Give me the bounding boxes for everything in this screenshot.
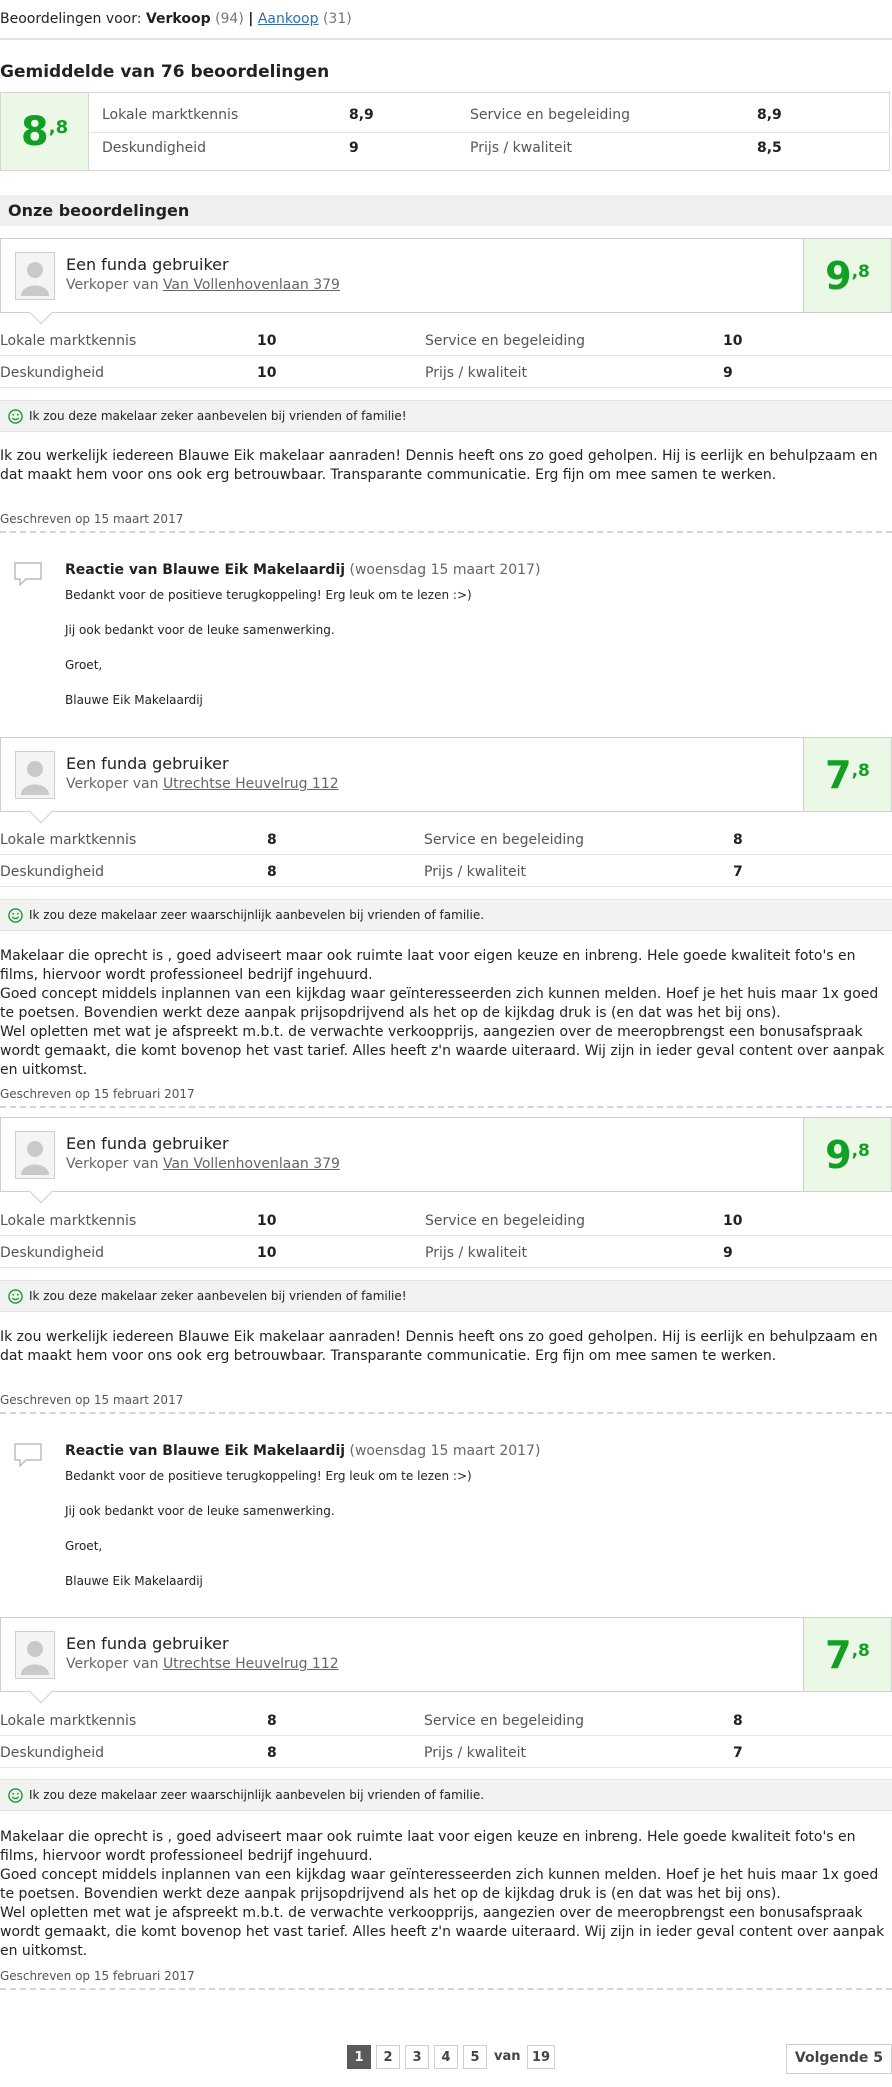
reaction-line: Blauwe Eik Makelaardij <box>65 693 203 707</box>
seller-line <box>66 1156 340 1172</box>
reaction-line: Bedankt voor de positieve terugkoppeling! Erg leuk om te lezen :>) <box>65 588 472 602</box>
page-button-4[interactable]: 4 <box>434 2045 458 2069</box>
reaction-date: (woensdag 15 maart 2017) <box>349 562 541 578</box>
avg-value: 9 <box>349 140 359 156</box>
written-date: Geschreven op 15 maart 2017 <box>0 1386 892 1414</box>
score-value: 8 <box>733 832 743 848</box>
seller-line <box>66 1656 339 1672</box>
review-paragraph: Makelaar die oprecht is , goed adviseert maar ook ruimte laat voor eigen keuze en inbreng. Hele goede kwaliteit foto's en films, hiervoor wordt professioneel bedrijf ingehuurd. <box>0 1829 856 1864</box>
score-value: 10 <box>723 333 743 349</box>
score-value: 8 <box>267 864 277 880</box>
review-paragraph: Goed concept middels inplannen van een kijkdag waar geïnteresseerden zich kunnen melden. Hoef je het huis maar 1x goed te poetsen. Bovendien werkt deze aanpak prijsopdrijvend als het op de kijkdag druk is (en dat was het bij ons). <box>0 986 879 1021</box>
filter-purchase-link[interactable]: Aankoop <box>257 11 319 27</box>
reaction-line: Blauwe Eik Makelaardij <box>65 1574 203 1588</box>
score-frac: ,8 <box>851 760 870 781</box>
written-date: Geschreven op 15 februari 2017 <box>0 1080 892 1108</box>
smiley-icon <box>8 409 23 424</box>
score-main: 9 <box>825 253 852 298</box>
score-label: Deskundigheid <box>0 365 105 381</box>
reaction-line: Bedankt voor de positieve terugkoppeling! Erg leuk om te lezen :>) <box>65 1469 472 1483</box>
avatar <box>15 1131 55 1179</box>
avg-label: Prijs / kwaliteit <box>470 140 573 156</box>
review-paragraph: Wel opletten met wat je afspreekt m.b.t. de verwachte verkoopprijs, aangezien over de meeropbrengst een bonusafspraak wordt gemaakt, die komt bovenop het vast tarief. Alles heeft z'n waarde uiteraard. Wij zijn in ieder geval content over aanpak en uitkomst. <box>0 1905 885 1959</box>
next-pages-button[interactable]: Volgende 5 <box>786 2044 892 2074</box>
review-scores <box>0 1204 892 1268</box>
score-main: 7 <box>825 752 852 797</box>
average-box <box>0 92 890 171</box>
address-link[interactable]: Van Vollenhovenlaan 379 <box>162 1156 340 1172</box>
review-score <box>803 1118 891 1191</box>
reviewer-name: Een funda gebruiker <box>66 754 229 773</box>
average-score-frac: ,8 <box>48 117 69 138</box>
avatar <box>15 1631 55 1679</box>
avatar <box>15 751 55 799</box>
reaction-date: (woensdag 15 maart 2017) <box>349 1443 541 1459</box>
avg-label: Service en begeleiding <box>470 107 631 123</box>
review-score <box>803 738 891 811</box>
page-button-2[interactable]: 2 <box>376 2045 400 2069</box>
recommend-badge <box>0 1280 892 1312</box>
review-scores <box>0 324 892 388</box>
seller-line <box>66 277 340 293</box>
score-label: Prijs / kwaliteit <box>425 1245 528 1261</box>
section-title: Onze beoordelingen <box>0 195 892 226</box>
reaction-line: Groet, <box>65 1539 103 1553</box>
smiley-icon <box>8 1788 23 1803</box>
review-score <box>803 239 891 312</box>
reaction-title <box>65 562 540 578</box>
score-label: Service en begeleiding <box>424 1713 585 1729</box>
average-score <box>1 93 89 170</box>
score-main: 7 <box>825 1632 852 1677</box>
average-title: Gemiddelde van 76 beoordelingen <box>0 62 330 82</box>
address-link[interactable]: Van Vollenhovenlaan 379 <box>162 277 340 293</box>
speech-bubble-icon <box>14 1443 42 1467</box>
score-label: Deskundigheid <box>0 864 105 880</box>
filter-sale: Verkoop <box>145 11 211 27</box>
score-value: 10 <box>257 333 277 349</box>
score-label: Prijs / kwaliteit <box>424 864 527 880</box>
recommend-text: Ik zou deze makelaar zeker aanbevelen bij vrienden of familie! <box>29 1289 407 1303</box>
address-link[interactable]: Utrechtse Heuvelrug 112 <box>162 776 339 792</box>
review-filter <box>0 0 892 40</box>
recommend-badge <box>0 1779 892 1811</box>
reviewer-name: Een funda gebruiker <box>66 255 229 274</box>
user-silhouette-icon <box>20 1637 50 1675</box>
recommend-text: Ik zou deze makelaar zeker aanbevelen bij vrienden of familie! <box>29 409 407 423</box>
score-value: 8 <box>267 832 277 848</box>
address-link[interactable]: Utrechtse Heuvelrug 112 <box>162 1656 339 1672</box>
score-label: Prijs / kwaliteit <box>425 365 528 381</box>
review-header <box>0 1617 892 1692</box>
review-score <box>803 1618 891 1691</box>
average-score-main: 8 <box>20 108 49 155</box>
recommend-badge <box>0 400 892 432</box>
page-button-3[interactable]: 3 <box>405 2045 429 2069</box>
seller-prefix: Verkoper van <box>66 776 159 792</box>
recommend-text: Ik zou deze makelaar zeer waarschijnlijk aanbevelen bij vrienden of familie. <box>29 1788 485 1802</box>
speech-bubble-icon <box>14 562 42 586</box>
written-date: Geschreven op 15 maart 2017 <box>0 505 892 533</box>
page-van-label: van <box>494 2049 521 2064</box>
reviewer-name: Een funda gebruiker <box>66 1634 229 1653</box>
review-header <box>0 1117 892 1192</box>
review-paragraph: Makelaar die oprecht is , goed adviseert maar ook ruimte laat voor eigen keuze en inbreng. Hele goede kwaliteit foto's en films, hiervoor wordt professioneel bedrijf ingehuurd. <box>0 948 856 983</box>
filter-purchase-count: (31) <box>322 11 352 27</box>
review-header <box>0 238 892 313</box>
page-button-1[interactable]: 1 <box>347 2045 371 2069</box>
user-silhouette-icon <box>20 757 50 795</box>
score-label: Deskundigheid <box>0 1745 105 1761</box>
review-scores <box>0 1704 892 1768</box>
score-frac: ,8 <box>851 1640 870 1661</box>
review-paragraph: Wel opletten met wat je afspreekt m.b.t. de verwachte verkoopprijs, aangezien over de meeropbrengst een bonusafspraak wordt gemaakt, die komt bovenop het vast tarief. Alles heeft z'n waarde uiteraard. Wij zijn in ieder geval content over aanpak en uitkomst. <box>0 1024 885 1078</box>
seller-prefix: Verkoper van <box>66 1156 159 1172</box>
filter-sale-count: (94) <box>215 11 244 27</box>
score-label: Service en begeleiding <box>424 832 585 848</box>
score-value: 9 <box>723 1245 733 1261</box>
review-text <box>0 1828 892 1961</box>
avatar <box>15 252 55 300</box>
score-value: 10 <box>257 365 277 381</box>
score-value: 7 <box>733 864 743 880</box>
avg-label: Lokale marktkennis <box>102 107 239 123</box>
score-frac: ,8 <box>851 261 870 282</box>
score-label: Deskundigheid <box>0 1245 105 1261</box>
seller-line <box>66 776 339 792</box>
score-value: 8 <box>267 1713 277 1729</box>
reviewer-name: Een funda gebruiker <box>66 1134 229 1153</box>
review-text: Ik zou werkelijk iedereen Blauwe Eik makelaar aanraden! Dennis heeft ons zo goed geholpen. Hij is eerlijk en behulpzaam en dat maakt hem voor ons ook erg betrouwbaar. Transparante communicatie. Erg fijn om mee samen te werken. <box>0 448 878 483</box>
reaction-line: Jij ook bedankt voor de leuke samenwerking. <box>65 1504 335 1518</box>
written-date: Geschreven op 15 februari 2017 <box>0 1962 892 1990</box>
page-button-last[interactable]: 19 <box>527 2045 555 2069</box>
seller-prefix: Verkoper van <box>66 1656 159 1672</box>
seller-prefix: Verkoper van <box>66 277 159 293</box>
reaction-author: Reactie van Blauwe Eik Makelaardij <box>65 562 346 578</box>
user-silhouette-icon <box>20 1137 50 1175</box>
score-frac: ,8 <box>851 1140 870 1161</box>
filter-prefix: Beoordelingen voor: <box>0 11 142 27</box>
smiley-icon <box>8 908 23 923</box>
reaction-title <box>65 1443 540 1459</box>
score-value: 7 <box>733 1745 743 1761</box>
smiley-icon <box>8 1289 23 1304</box>
avg-label: Deskundigheid <box>102 140 207 156</box>
score-label: Prijs / kwaliteit <box>424 1745 527 1761</box>
review-paragraph: Goed concept middels inplannen van een kijkdag waar geïnteresseerden zich kunnen melden. Hoef je het huis maar 1x goed te poetsen. Bovendien werkt deze aanpak prijsopdrijvend als het op de kijkdag druk is (en dat was het bij ons). <box>0 1867 879 1902</box>
score-label: Lokale marktkennis <box>0 1713 137 1729</box>
score-value: 10 <box>723 1213 743 1229</box>
page-button-5[interactable]: 5 <box>463 2045 487 2069</box>
recommend-badge <box>0 899 892 931</box>
score-value: 8 <box>267 1745 277 1761</box>
reaction-line: Jij ook bedankt voor de leuke samenwerking. <box>65 623 335 637</box>
user-silhouette-icon <box>20 258 50 296</box>
score-label: Service en begeleiding <box>425 1213 586 1229</box>
average-grid <box>89 93 889 170</box>
review-scores <box>0 823 892 887</box>
avg-value: 8,9 <box>757 107 782 123</box>
review-text: Ik zou werkelijk iedereen Blauwe Eik makelaar aanraden! Dennis heeft ons zo goed geholpen. Hij is eerlijk en behulpzaam en dat maakt hem voor ons ook erg betrouwbaar. Transparante communicatie. Erg fijn om mee samen te werken. <box>0 1329 878 1364</box>
pagination <box>0 2045 892 2075</box>
avg-value: 8,5 <box>757 140 782 156</box>
review-header <box>0 737 892 812</box>
review-text <box>0 947 892 1080</box>
filter-separator: | <box>248 11 254 27</box>
score-label: Service en begeleiding <box>425 333 586 349</box>
score-label: Lokale marktkennis <box>0 333 137 349</box>
score-value: 9 <box>723 365 733 381</box>
score-label: Lokale marktkennis <box>0 1213 137 1229</box>
score-value: 8 <box>733 1713 743 1729</box>
avg-value: 8,9 <box>349 107 374 123</box>
recommend-text: Ik zou deze makelaar zeer waarschijnlijk aanbevelen bij vrienden of familie. <box>29 908 485 922</box>
reaction-author: Reactie van Blauwe Eik Makelaardij <box>65 1443 346 1459</box>
score-main: 9 <box>825 1132 852 1177</box>
score-label: Lokale marktkennis <box>0 832 137 848</box>
score-value: 10 <box>257 1245 277 1261</box>
reaction-line: Groet, <box>65 658 103 672</box>
score-value: 10 <box>257 1213 277 1229</box>
